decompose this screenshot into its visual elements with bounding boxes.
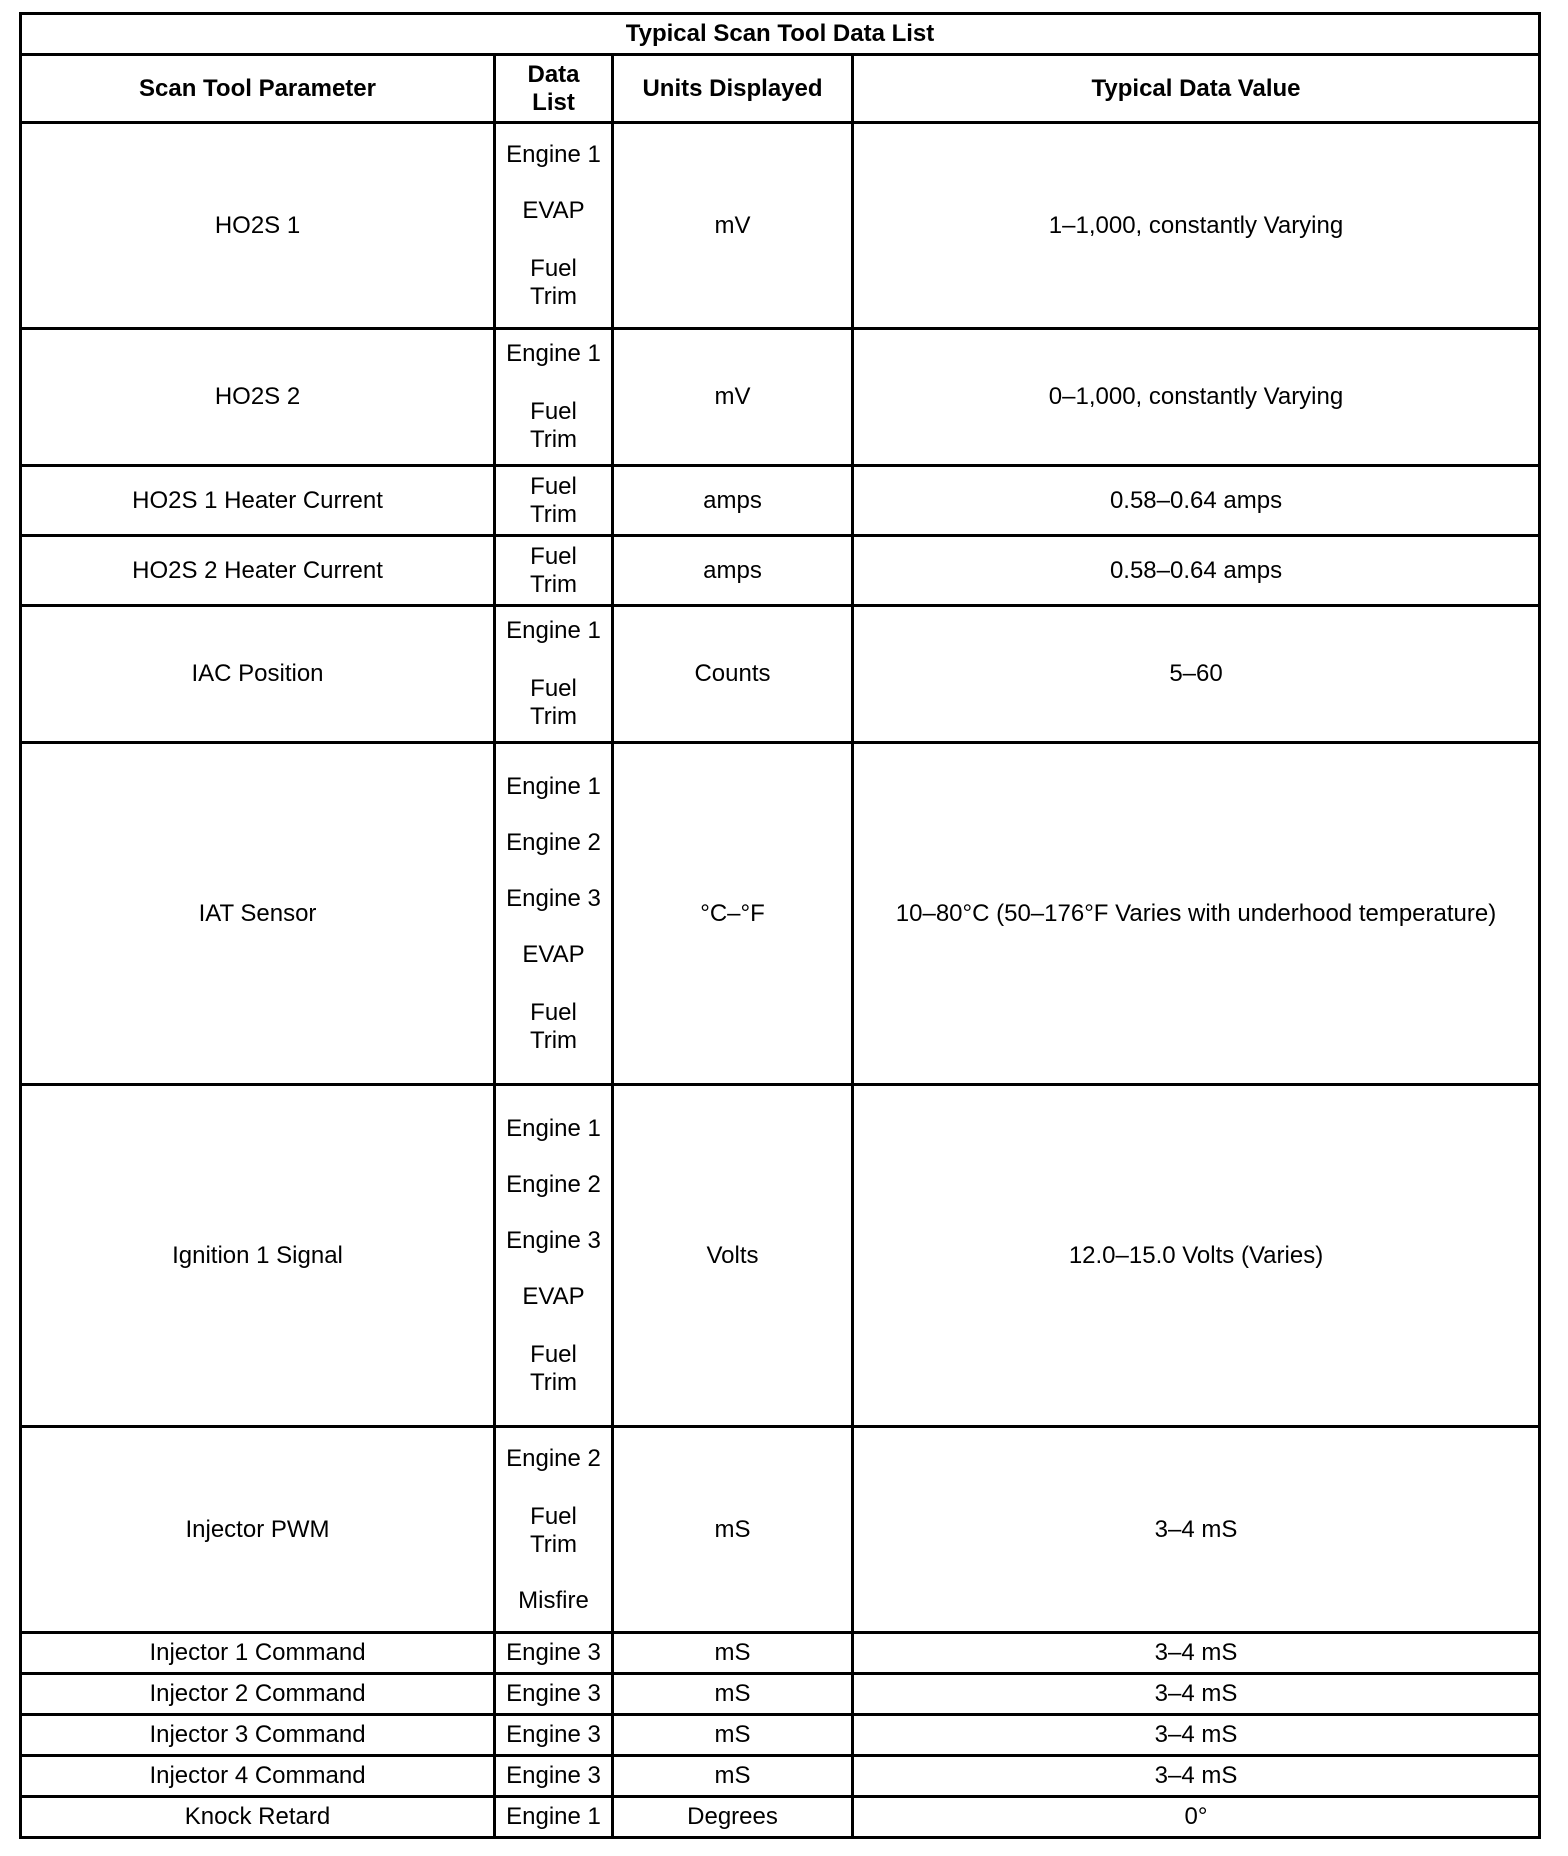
table-row <box>21 1674 1540 1715</box>
cell-units-displayed: mS <box>613 1633 853 1674</box>
table-row <box>21 1715 1540 1756</box>
cell-data-list <box>495 1797 613 1838</box>
table-row <box>21 743 1540 1085</box>
cell-data-list <box>495 536 613 606</box>
data-list-item: Engine 1 <box>506 617 601 644</box>
cell-typical-data-value: 0° <box>853 1797 1540 1838</box>
cell-data-list <box>495 1674 613 1715</box>
cell-units-displayed: mS <box>613 1715 853 1756</box>
cell-typical-data-value: 3–4 mS <box>853 1756 1540 1797</box>
data-list-item: Engine 1 <box>506 1803 601 1830</box>
cell-scan-tool-parameter: Injector 1 Command <box>21 1633 495 1674</box>
cell-scan-tool-parameter: Injector 2 Command <box>21 1674 495 1715</box>
data-list-item: Engine 3 <box>506 884 601 912</box>
data-list-item: Engine 3 <box>506 1639 601 1666</box>
data-list-item: Misfire <box>518 1586 589 1614</box>
data-list-item: Engine 2 <box>506 1444 601 1472</box>
cell-units-displayed: °C–°F <box>613 743 853 1085</box>
cell-typical-data-value: 1–1,000, constantly Varying <box>853 123 1540 329</box>
cell-typical-data-value: 12.0–15.0 Volts (Varies) <box>853 1085 1540 1427</box>
cell-typical-data-value: 3–4 mS <box>853 1715 1540 1756</box>
table-row <box>21 1797 1540 1838</box>
cell-scan-tool-parameter: Ignition 1 Signal <box>21 1085 495 1427</box>
cell-typical-data-value: 0–1,000, constantly Varying <box>853 329 1540 466</box>
header-scan-tool-parameter: Scan Tool Parameter <box>21 55 495 123</box>
data-list-item: Engine 1 <box>506 1114 601 1142</box>
table-row <box>21 329 1540 466</box>
table-row <box>21 466 1540 536</box>
data-list-item: Fuel Trim <box>529 472 578 528</box>
cell-data-list <box>495 606 613 743</box>
header-units-displayed: Units Displayed <box>613 55 853 123</box>
header-typical-data-value: Typical Data Value <box>853 55 1540 123</box>
data-list-item: Fuel Trim <box>529 998 578 1054</box>
header-row <box>21 55 1540 123</box>
cell-scan-tool-parameter: HO2S 2 Heater Current <box>21 536 495 606</box>
data-list-item: Engine 1 <box>506 772 601 800</box>
cell-data-list <box>495 1633 613 1674</box>
cell-data-list <box>495 123 613 329</box>
data-list-item: EVAP <box>522 940 585 968</box>
cell-units-displayed: mS <box>613 1427 853 1633</box>
table-body <box>21 123 1540 1838</box>
cell-units-displayed: mV <box>613 329 853 466</box>
cell-data-list <box>495 1715 613 1756</box>
cell-units-displayed: mV <box>613 123 853 329</box>
cell-scan-tool-parameter: Knock Retard <box>21 1797 495 1838</box>
cell-data-list <box>495 1756 613 1797</box>
table-row <box>21 536 1540 606</box>
data-list-item: Engine 3 <box>506 1721 601 1748</box>
cell-typical-data-value: 10–80°C (50–176°F Varies with underhood temperature) <box>853 743 1540 1085</box>
table-row <box>21 1427 1540 1633</box>
cell-typical-data-value: 3–4 mS <box>853 1633 1540 1674</box>
cell-typical-data-value: 0.58–0.64 amps <box>853 466 1540 536</box>
cell-typical-data-value: 5–60 <box>853 606 1540 743</box>
cell-scan-tool-parameter: IAT Sensor <box>21 743 495 1085</box>
data-list-item: Fuel Trim <box>529 542 578 598</box>
cell-units-displayed: amps <box>613 536 853 606</box>
cell-typical-data-value: 3–4 mS <box>853 1427 1540 1633</box>
cell-scan-tool-parameter: IAC Position <box>21 606 495 743</box>
cell-scan-tool-parameter: HO2S 1 <box>21 123 495 329</box>
cell-typical-data-value: 3–4 mS <box>853 1674 1540 1715</box>
data-list-item: Engine 1 <box>506 140 601 168</box>
cell-scan-tool-parameter: HO2S 2 <box>21 329 495 466</box>
data-list-item: Engine 2 <box>506 828 601 856</box>
cell-units-displayed: mS <box>613 1674 853 1715</box>
scan-tool-data-table <box>19 12 1541 1839</box>
cell-data-list <box>495 1427 613 1633</box>
table-row <box>21 123 1540 329</box>
cell-scan-tool-parameter: Injector 3 Command <box>21 1715 495 1756</box>
table-title: Typical Scan Tool Data List <box>21 14 1540 55</box>
title-row <box>21 14 1540 55</box>
data-list-item: Engine 3 <box>506 1762 601 1789</box>
data-list-item: Engine 1 <box>506 340 601 367</box>
cell-scan-tool-parameter: Injector 4 Command <box>21 1756 495 1797</box>
cell-units-displayed: amps <box>613 466 853 536</box>
data-list-item: Engine 3 <box>506 1680 601 1707</box>
cell-data-list <box>495 743 613 1085</box>
cell-units-displayed: Volts <box>613 1085 853 1427</box>
data-list-item: Fuel Trim <box>529 254 578 310</box>
table-row <box>21 1756 1540 1797</box>
cell-data-list <box>495 466 613 536</box>
table-row <box>21 1085 1540 1427</box>
data-list-item: Fuel Trim <box>529 675 578 730</box>
data-list-item: Engine 3 <box>506 1226 601 1254</box>
data-list-item: EVAP <box>522 196 585 224</box>
cell-scan-tool-parameter: HO2S 1 Heater Current <box>21 466 495 536</box>
cell-units-displayed: Counts <box>613 606 853 743</box>
cell-typical-data-value: 0.58–0.64 amps <box>853 536 1540 606</box>
cell-scan-tool-parameter: Injector PWM <box>21 1427 495 1633</box>
data-list-item: Engine 2 <box>506 1170 601 1198</box>
header-data-list <box>495 55 613 123</box>
cell-data-list <box>495 1085 613 1427</box>
header-data-list-text: Data List <box>527 60 580 116</box>
cell-units-displayed: mS <box>613 1756 853 1797</box>
data-list-item: Fuel Trim <box>529 1340 578 1396</box>
data-list-item: EVAP <box>522 1282 585 1310</box>
data-list-item: Fuel Trim <box>529 1502 578 1558</box>
table-row <box>21 606 1540 743</box>
data-list-item: Fuel Trim <box>529 398 578 453</box>
cell-data-list <box>495 329 613 466</box>
table-row <box>21 1633 1540 1674</box>
cell-units-displayed: Degrees <box>613 1797 853 1838</box>
